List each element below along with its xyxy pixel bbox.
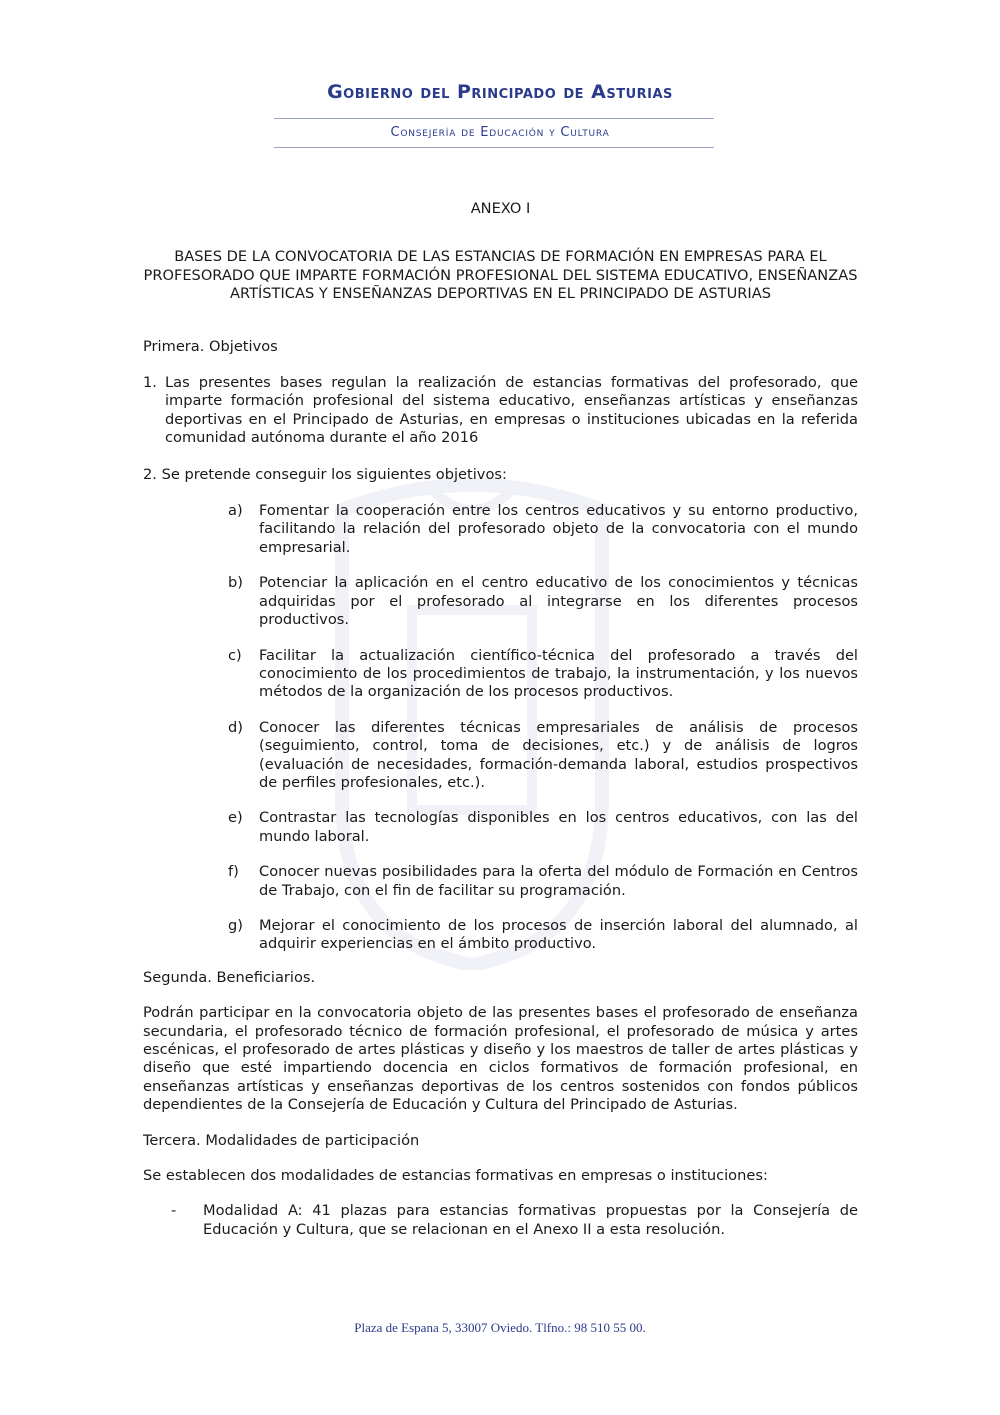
list-text: Conocer las diferentes técnicas empresariales de análisis de procesos (seguimiento, control, toma de decisiones, etc.) y de análisis de logros (evaluación de necesidades, formación-demanda laboral, estudios prospectivos de perfiles profesionales, etc.).: [259, 718, 858, 791]
list-letter: d): [228, 718, 243, 736]
list-item: [228, 574, 858, 629]
list-letter: c): [228, 646, 242, 664]
list-letter: a): [228, 502, 243, 520]
list-dash: -: [171, 1202, 177, 1220]
list-item: [228, 719, 858, 793]
item-text: Las presentes bases regulan la realización de estancias formativas del profesorado, que imparte formación profesional del sistema educativo, enseñanzas artísticas y enseñanzas deportivas en el Principado de Asturias, en empresas o instituciones ubicadas en la referida comunidad autónoma durante el año 2016: [165, 374, 858, 447]
list-item: [228, 863, 858, 900]
list-text: Modalidad A: 41 plazas para estancias formativas propuestas por la Consejería de Educación y Cultura, que se relacionan en el Anexo II a esta resolución.: [203, 1202, 858, 1238]
page-footer: Plaza de Espana 5, 33007 Oviedo. Tlfno.: 98 510 55 00.: [354, 1320, 646, 1335]
section-tercera-heading: Tercera. Modalidades de participación: [143, 1131, 420, 1149]
list-text: Conocer nuevas posibilidades para la oferta del módulo de Formación en Centros de Trabajo, con el fin de facilitar su programación.: [259, 863, 858, 899]
section-tercera-intro: Se establecen dos modalidades de estancias formativas en empresas o instituciones:: [143, 1167, 768, 1185]
list-text: Facilitar la actualización científico-técnica del profesorado a través del conocimiento de los procedimientos de trabajo, la instrumentación, y los nuevos métodos de la organización de los procesos productivos.: [259, 646, 858, 701]
list-item: [228, 647, 858, 702]
department-title: Consejería de Educación y Cultura: [390, 125, 610, 140]
list-letter: b): [228, 574, 243, 592]
objective-item-1: [143, 374, 858, 448]
list-item: [228, 502, 858, 557]
list-item: [228, 917, 858, 954]
government-title: Gobierno del Principado de Asturias: [327, 81, 673, 103]
section-segunda-heading: Segunda. Beneficiarios.: [143, 968, 316, 986]
list-item: [228, 809, 858, 846]
list-item: [171, 1202, 858, 1239]
list-text: Contrastar las tecnologías disponibles en los centros educativos, con las del mundo laboral.: [259, 809, 858, 845]
list-letter: e): [228, 809, 243, 827]
list-text: Potenciar la aplicación en el centro educativo de los conocimientos y técnicas adquiridas por el profesorado al integrarse en los diferentes procesos productivos.: [259, 574, 858, 629]
document-body: [143, 200, 858, 1239]
list-text: Fomentar la cooperación entre los centros educativos y su entorno productivo, facilitando la relación del profesorado objeto de la convocatoria con el mundo empresarial.: [259, 502, 858, 556]
annex-title: ANEXO I: [470, 200, 531, 217]
objectives-list: [228, 502, 858, 954]
letterhead: [0, 78, 1000, 106]
objective-item-2: 2. Se pretende conseguir los siguientes objetivos:: [143, 465, 507, 483]
list-text: Mejorar el conocimiento de los procesos de inserción laboral del alumnado, al adquirir experiencias en el ámbito productivo.: [259, 916, 858, 953]
item-number: 1.: [143, 374, 157, 392]
list-letter: f): [228, 863, 239, 881]
section-segunda-text: Podrán participar en la convocatoria objeto de las presentes bases el profesorado de enseñanza secundaria, el profesorado técnico de formación profesional, el profesorado de música y artes escénicas, el profesorado de artes plásticas y diseño y los maestros de taller de artes plásticas y diseño que esté impartiendo docencia en ciclos formativos de formación profesional, en enseñanzas artísticas y enseñanzas deportivas de los centros sostenidos con fondos públicos dependientes de la Consejería de Educación y Cultura del Principado de Asturias.: [143, 1004, 858, 1114]
header-rule-top: [274, 118, 714, 119]
modalidades-list: [171, 1202, 858, 1239]
header-rule-bottom: [274, 147, 714, 148]
bases-title: BASES DE LA CONVOCATORIA DE LAS ESTANCIAS DE FORMACIÓN EN EMPRESAS PARA EL PROFESORADO QUE IMPARTE FORMACIÓN PROFESIONAL DEL SISTEMA EDUCATIVO, ENSEÑANZAS ARTÍSTICAS Y ENSEÑANZAS DEPORTIVAS EN EL PRINCIPADO DE ASTURIAS: [143, 248, 858, 303]
list-letter: g): [228, 916, 243, 934]
section-primera-heading: Primera. Objetivos: [143, 337, 278, 355]
